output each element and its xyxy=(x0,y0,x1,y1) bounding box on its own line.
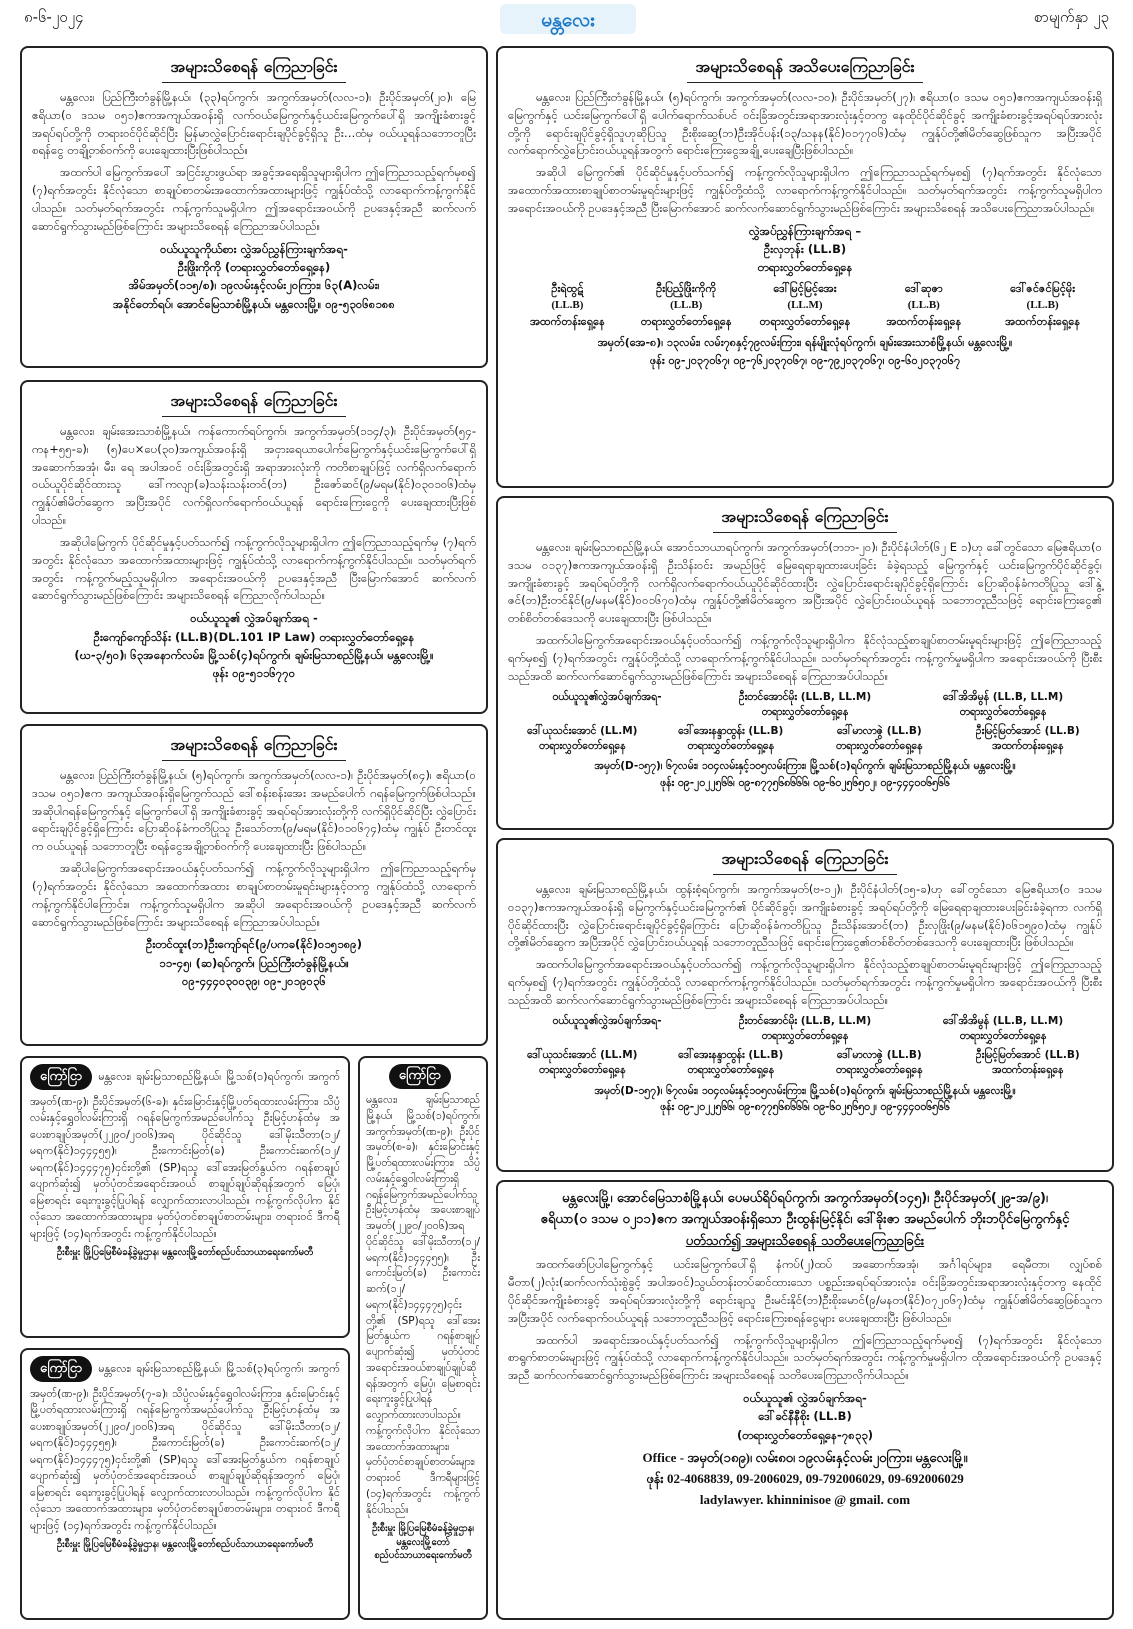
notice-2 xyxy=(20,380,488,714)
notice-3-para-2: အဆိုပါမြေကွက်အရောင်းအဝယ်နှင့်ပတ်သက်၍ ကန့်ကွက်လိုသူများရှိပါက ဤကြေညာသည့်ရက်မှ (၇)ရက်အတွင်း နိုင်လုံသော အထောက်အထား စာချုပ်စာတမ်းမူရင်းများနှင့်တကွ ကျွန်ုပ်ထံသို့ လာရောက်ကန့်ကွက်နိုင်ပါကြောင်း။ ကန့်ကွက်သူမရှိပါက အဆိုပါ အရောင်းအဝယ်ကို ဥပဒေနှင့်အညီ ဆက်လက်ဆောင်ရွက်သွားမည်ဖြစ်ကြောင်း အများသိစေရန် ကြေညာအပ်ပါသည်။ xyxy=(32,861,476,929)
notice-r1-signature: လွှဲအပ်ညွှန်ကြားချက်အရ – ဦးလှဘုန်း (LL.B) တရားလွှတ်တော်ရှေ့နေ xyxy=(748,223,862,275)
notice-r2-para-2: အထက်ပါမြေကွက်အရောင်းအဝယ်နှင့်ပတ်သက်၍ ကန့်ကွက်လိုသူများရှိပါက နိုင်လုံသည့်စာချုပ်စာတမ်းမူရင်းများဖြင့် ဤကြေညာသည့်ရက်မှစ၍ (၇)ရက်အတွင်း ကျွန်ုပ်တို့ထံသို့ လာရောက်ကန့်ကွက်နိုင်ပါသည်။ သတ်မှတ်ရက်အတွင်း ကန့်ကွက်မှုမရှိပါက အရောင်းအဝယ်ကို ပြီးစီးသည်အထိ ဆက်လက်ဆောင်ရွက်သွားမည်ဖြစ်ကြောင်း အများသိစေရန် ကြေညာအပ်ပါသည်။ xyxy=(508,633,1102,683)
ad-3-footer: ဦးစီးမှူး မြို့ပြမြေစီမံခန့်ခွဲမှုဌာန၊ မန္တလေးမြို့တော်စည်ပင်သာယာရေးကော်မတီ xyxy=(372,1523,474,1561)
lawyer-role: အထက်တန်းရှေ့နေ xyxy=(1005,314,1081,328)
notice-r2-title: အများသိစေရန် ကြေညာခြင်း xyxy=(508,506,1102,533)
ad-3-label: ကြော်ငြာ xyxy=(389,1064,451,1089)
notice-r1-para-1: မန္တလေး၊ ပြည်ကြီးတံခွန်မြို့နယ်၊ (၅)ရပ်ကွက်၊ အကွက်အမှတ်(လလ-၁၀)၊ ဦးပိုင်အမှတ်(၂၇)၊ ဧရိယာ(၀ ဒသမ ၀၅၁)ဧကအကျယ်အဝန်းရှိ မြေကွက်နှင့် ယင်းမြေကွက်ပေါ်ရှိ ပေါက်ရောက်သစ်ပင် ဝင်းခြံအတွင်းအရာအားလုံးနှင့်တကွ နေထိုင်ပိုင်ဆိုင်ခွင့် အကျိုးခံစားခွင့်အရပ်ရပ်အားလုံးတို့ကို ရောင်းချပိုင်ခွင့်ရှိသူဟုဆိုပြသူ ဦးစိုးဆွေ(ဘ)ဦးအိုင်ပန်း(၁၃/သနန(နိုင်)၀၁၇၇၀၆)ထံမှ ကျွန်ုပ်တို့၏မိတ်ဆွေဖြစ်သူက အပြီးအပိုင်လက်ရောက်လွှဲပြောင်းဝယ်ယူရန်အတွက် ရောင်းကြေးငွေအချို့ ပေးချေပြီးဖြစ်ပါသည်။ xyxy=(508,90,1102,158)
ad-3 xyxy=(358,1056,488,1620)
notice-r4-para-1: အထက်ဖော်ပြပါမြေကွက်နှင့် ယင်းမြေကွက်ပေါ်ရှိ နံကပ်(၂)ထပ် အဆောက်အအုံ၊ အင်္ဂါရပ်များ၊ ရေမီတာ၊ လျှပ်စစ်မီတာ(၂)လုံး(ဆက်လက်သုံးစွဲခွင့် အပါအဝင်)သွယ်တန်းတပ်ဆင်ထားသော ပစ္စည်းအရပ်ရပ်အားလုံး၊ ဝင်းခြံအတွင်းအရာအားလုံးနှင့်တကွ နေထိုင်ပိုင်ဆိုင်အကျိုးခံစားခွင့် အရပ်ရပ်အားလုံးတို့ကို ရောင်းချသူ ဦးမင်းနိုင်(ဘ)ဦးစိုးမောင်(၉/မနတ(နိုင်)၀၇၂၀၆၇)ထံမှ ကျွန်ုပ်၏မိတ်ဆွေဖြစ်သူက အပြီးအပိုင် လက်ရောက်ဝယ်ယူရန် သဘောတူညီသဖြင့် ရောင်းကြေးစရန်ငွေများ ပေးချေထားပြီး ဖြစ်ပါသည်။ xyxy=(508,1257,1102,1325)
notice-r2-address: အမှတ်(D-၁၅၇)၊ ၆၇လမ်း၊ ၁၀၄လမ်းနှင့်၁၀၅လမ်းကြား၊ မြို့သစ်(၁)ရပ်ကွက်၊ ချမ်းမြသာစည်မြို့နယ်၊ မန္တလေးမြို့။ xyxy=(594,760,1016,773)
page-number: စာမျက်နှာ ၂၃ xyxy=(1034,8,1109,26)
notice-r2-signatories-1: ဝယ်ယူသူ၏လွှဲအပ်ချက်အရ- ဦးတင်အောင်မိုး (LL.B, LL.M) တရားလွှတ်တော်ရှေ့နေ ဒေါ်အိအိမွန် (LL.B, LL.M) တရားလွှတ်တော်ရှေ့နေ xyxy=(552,690,1064,718)
notice-r3-para-2: အထက်ပါမြေကွက်အရောင်းအဝယ်နှင့်ပတ်သက်၍ ကန့်ကွက်လိုသူများရှိပါက နိုင်လုံသည့်စာချုပ်စာတမ်းမူရင်းများဖြင့် ဤကြေညာသည့်ရက်မှစ၍ (၇)ရက်အတွင်း ကျွန်ုပ်တို့ထံသို့ လာရောက်ကန့်ကွက်နိုင်ပါသည်။ သတ်မှတ်ရက်အတွင်း ကန့်ကွက်မှုမရှိပါက အရောင်းအဝယ်ကို ပြီးစီးသည်အထိ ဆက်လက်ဆောင်ရွက်သွားမည်ဖြစ်ကြောင်း အများသိစေရန် ကြေညာအပ်ပါသည်။ xyxy=(508,957,1102,1007)
notice-r1-para-2: အဆိုပါ မြေကွက်၏ ပိုင်ဆိုင်မှုနှင့်ပတ်သက်၍ ကန့်ကွက်လိုသူများရှိပါက ဤကြေညာသည့်ရက်မှစ၍ (၇)ရက်အတွင်း နိုင်လုံသောအထောက်အထားစာချုပ်စာတမ်းမူရင်းများဖြင့် ကျွန်ုပ်တို့ထံသို့ လာရောက်ကန့်ကွက်နိုင်ပါသည်။ သတ်မှတ်ရက်အတွင်း ကန့်ကွက်သူမရှိပါက အရောင်းအဝယ်ကို ဥပဒေနှင့်အညီ ပြီးမြောက်အောင် ဆက်လက်ဆောင်ရွက်သွားမည်ဖြစ်ကြောင်း အများသိစေရန် အသိပေးကြေညာအပ်ပါသည်။ xyxy=(508,165,1102,215)
notice-1-signature: ဝယ်ယူသူကိုယ်စား လွှဲအပ်ညွှန်ကြားချက်အရ- ဦးဖြိုးကိုကို (တရားလွှတ်တော်ရှေ့နေ) အိမ်အမှတ်(၁၁၅/စ)၊ ၁၉လမ်းနှင့်လမ်း၂၀ကြား၊ ၆၃(A)လမ်း၊ အနိုင်တော်ရပ်၊ အောင်မြေသာစံမြို့နယ်၊ မန္တလေးမြို့။ ၀၉-၅၃၀၆၈၁၈၈ xyxy=(113,241,395,311)
ad-2-footer: ဦးစီးမှူး မြို့ပြမြေစီမံခန့်ခွဲမှုဌာန၊ မန္တလေးမြို့တော်စည်ပင်သာယာရေးကော်မတီ xyxy=(56,1539,314,1550)
notice-1-para-2: အထက်ပါ မြေကွက်အပေါ် အငြင်းပွားဖွယ်ရာ အခွင့်အရေးရှိသူများရှိပါက ဤကြေညာသည့်ရက်မှစ၍ (၇)ရက်အတွင်း နိုင်လုံသော စာချုပ်စာတမ်းအထောက်အထားများဖြင့် ကျွန်ုပ်ထံသို့ လာရောက်ကန့်ကွက်နိုင်ပါသည်။ သတ်မှတ်ရက်အတွင်း ကန့်ကွက်သူမရှိပါက ဤအရောင်းအဝယ်ကို ဥပဒေနှင့်အညီ ဆက်လက်ဆောင်ရွက်သွားမည်ဖြစ်ကြောင်း အများသိစေရန် ကြေညာအပ်ပါသည်။ xyxy=(32,165,476,233)
ad-3-text: မန္တလေး၊ ချမ်းမြသာစည်မြို့နယ်၊ မြို့သစ်(၁)ရပ်ကွက်၊ အကွက်အမှတ်(ဏ-၉)၊ ဦးပိုင်အမှတ်(စ-ခ)၊ နှင်းမြောင်းနှင့်မြို့ပတ်ရထားလမ်းကြား၊ သိပ္ပံလမ်းနှင့်ရွှေဝါလမ်းကြားရှိ ဂရန်မြေကွက်အမည်ပေါက်သူ ဦးမြင့်ဟန်ထံမှ အပေးစာချုပ်အမှတ်(၂၂၉၀/၂၀၀၆)အရ ပိုင်ဆိုင်သူ ဒေါ်မိုးသီတာ(၁၂/မရက(နိုင်)၁၄၄၄၅၅)၊ ဦးကောင်းမြတ်(ခ) ဦးကောင်းဆက်(၁၂/မရက(နိုင်)၁၄၄၄၇၅)ငှင်းတို့၏ (SP)ရသူ ဒေါ်အေးမြတ်နွယ်က ဂရန်စာချုပ်ပျောက်ဆုံး၍ မှတ်ပုံတင်အရောင်းအဝယ်စာချုပ်ချုပ်ဆိုရန်အတွက် မြေပုံ၊ မြေစာရင်း ရေးကူးခွင့်ပြုပါရန် လျှောက်ထားလာပါသည်။ ကန့်ကွက်လိုပါက နိုင်လုံသောအထောက်အထားများ၊ မှတ်ပုံတင်စာချုပ်စာတမ်းများ၊ တရားဝင် ဒီကရီများဖြင့် (၁၄)ရက်အတွင်း ကန့်ကွက်နိုင်ပါသည်။ xyxy=(366,1094,480,1516)
lawyer-role: တရားလွှတ်တော်ရှေ့နေ xyxy=(759,314,851,328)
notice-r4-signature: ဝယ်ယူသူ၏ လွှဲအပ်ချက်အရ- ဒေါ်ခင်နီနီစိုး (LL.B) (တရားလွှတ်တော်ရှေ့နေ-၇၈၃၃) xyxy=(736,1391,874,1442)
notice-r1 xyxy=(496,46,1114,488)
lawyer-name: ဦးရဲထွဋ် xyxy=(551,281,584,295)
notice-r2-signatories-2: ဒေါ်ယုသင်းအောင် (LL.M) တရားလွှတ်တော်ရှေ့နေ ဒေါ်အေးနန္ဒာထွန်း (LL.B) တရားလွှတ်တော်ရှေ့နေ ဒေါ်မာလာဇွဲ (LL.B) တရားလွှတ်တော်ရှေ့နေ ဦးမြင့်မြတ်အောင် (LL.B) အထက်တန်းရှေ့နေ xyxy=(527,724,1080,753)
lawyer-name: ဒေါ်ဆုဇာ xyxy=(904,281,943,295)
logo-icon xyxy=(498,2,638,36)
notice-r3 xyxy=(496,838,1114,1172)
ad-1-label: ကြော်ငြာ xyxy=(30,1064,92,1090)
notice-r3-phone: ဖုန်း ၀၉-၂၀၂၂၅၆၆၊ ၀၉-၈၇၇၅၆၈၆၆၆၊ ၀၉-၆၀၂၅၆၅၀၂၊ ၀၉-၄၄၄၀၀၆၅၆၆ xyxy=(660,1101,950,1114)
logo-text: မန္တလေး xyxy=(541,9,595,31)
notice-r2-phone: ဖုန်း ၀၉-၂၀၂၂၅၆၆၊ ၀၉-၈၇၇၅၆၈၆၆၆၊ ၀၉-၆၀၂၅၆၅၀၂၊ ၀၉-၄၄၄၀၀၆၅၆၆ xyxy=(660,777,950,790)
page-date: ၈-၆-၂၀၂၄ xyxy=(24,8,84,26)
notice-2-para-2: အဆိုပါမြေကွက် ပိုင်ဆိုင်မှုနှင့်ပတ်သက်၍ ကန့်ကွက်လိုသူများရှိပါက ဤကြေညာသည့်ရက်မှ (၇)ရက်အတွင်း နိုင်လုံသော အထောက်အထားများဖြင့် ကျွန်ုပ်ထံသို့ လာရောက်ကန့်ကွက်နိုင်ပါသည်။ သတ်မှတ်ရက်အတွင်း ကန့်ကွက်မည့်သူမရှိပါက အရောင်းအဝယ်ကို ဥပဒေနှင့်အညီ ပြီးမြောက်အောင် ဆက်လက်ဆောင်ရွက်သွားမည်ဖြစ်ကြောင်း အများသိစေရန် ကြေညာလိုက်ပါသည်။ xyxy=(32,534,476,603)
ad-1-text: မန္တလေး၊ ချမ်းမြသာစည်မြို့နယ်၊ မြို့သစ်(၁)ရပ်ကွက်၊ အကွက်အမှတ်(ဏ-၉)၊ ဦးပိုင်အမှတ်(၆-ခ)၊ နှင်းမြောင်းနှင့်မြို့ပတ်ရထားလမ်းကြား၊ သိပ္ပံလမ်းနှင့်ရွှေဝါလမ်းကြားရှိ ဂရန်မြေကွက်အမည်ပေါက်သူ ဦးမြင့်ဟန်ထံမှ အပေးစာချုပ်အမှတ်(၂၂၉၀/၂၀၀၆)အရ ပိုင်ဆိုင်သူ ဒေါ်မိုးသီတာ(၁၂/မရက(နိုင်)၁၄၄၄၅၅)၊ ဦးကောင်းမြတ်(ခ) ဦးကောင်းဆက်(၁၂/မရက(နိုင်)၁၄၄၄၇၅)ငှင်းတို့၏ (SP)ရသူ ဒေါ်အေးမြတ်နွယ်က ဂရန်စာချုပ်ပျောက်ဆုံး၍ မှတ်ပုံတင်အရောင်းအဝယ် စာချုပ်ချုပ်ဆိုရန်အတွက် မြေပုံ၊ မြေစာရင်း ရေးကူးခွင့်ပြုပါရန် လျှောက်ထားလာပါသည်။ ကန့်ကွက်လိုပါက နိုင်လုံသော အထောက်အထားများ၊ မှတ်ပုံတင်စာချုပ်စာတမ်းများ၊ တရားဝင် ဒီကရီများဖြင့် (၁၄)ရက်အတွင်း ကန့်ကွက်နိုင်ပါသည်။ xyxy=(30,1070,340,1240)
notice-r4-title: မန္တလေးမြို့၊ အောင်မြေသာစံမြို့နယ်၊ ပေမယ်ရိပ်ရပ်ကွက်၊ အကွက်အမှတ်(၁၄၅)၊ ဦးပိုင်အမှတ်(၂၉-အ/၉)၊ ဧရိယာ(၀ ဒသမ ၀၂၁၁)ဧက အကျယ်အဝန်းရှိသော ဦးထွန်းမြင့်နိုင်၊ ဒေါ်ခိုးဇာ အမည်ပေါက် ဘိုးဘပိုင်မြေကွက်နှင့် ပတ်သက်၍ အများသိစေရန် သတိပေးကြေညာခြင်း xyxy=(540,1191,1070,1249)
ad-1 xyxy=(20,1056,350,1338)
lawyer-role: တရားလွှတ်တော်ရှေ့နေ xyxy=(640,314,732,328)
notice-2-para-1: မန္တလေး၊ ချမ်းအေးသာစံမြို့နယ်၊ ကန်ကောက်ရပ်ကွက်၊ အကွက်အမှတ်(၁၁၄/၃)၊ ဦးပိုင်အမှတ်(၅၄-ကန+၅၅-ခ)၊ (၅)ပေ×ပေ(၃၀)အကျယ်အဝန်းရှိ အငှားရေယာပေါက်မြေကွက်နှင့်ယင်းမြေကွက်ပေါ်ရှိ အဆောက်အအုံ၊ မီး၊ ရေ အပါအဝင် ဝင်းခြံအတွင်းရှိ အရာအားလုံးကို ကတိစာချုပ်ဖြင့် လက်ရှိလက်ရောက်ဝယ်ယူပိုင်ဆိုင်ထားသူ ဒေါ်ကလျာ(ခ)သန်းသန်းတင်(ဘ) ဦးဇော်ဆင်(၉/မရမ(နိုင်)၀၃၀၁၀၆)ထံမှ ကျွန်ုပ်၏မိတ်ဆွေက အပြီးအပိုင် လက်ရှိလက်ရောက်ဝယ်ယူရန် ရောင်းကြေးငွေကို ပေးချေထားပြီးဖြစ်ပါသည်။ xyxy=(32,424,476,528)
lawyer-degree: (LL.B) xyxy=(670,299,703,312)
notice-r3-signatories-2: ဒေါ်ယုသင်းအောင် (LL.M) တရားလွှတ်တော်ရှေ့နေ ဒေါ်အေးနန္ဒာထွန်း (LL.B) တရားလွှတ်တော်ရှေ့နေ ဒေါ်မာလာဇွဲ (LL.B) တရားလွှတ်တော်ရှေ့နေ ဦးမြင့်မြတ်အောင် (LL.B) အထက်တန်းရှေ့နေ xyxy=(527,1049,1080,1077)
lawyer-name: ဒေါ်ဇင်ဇင်မြင့်မိုး xyxy=(1010,281,1076,295)
lawyer-name: ဒေါ်မြင့်မြင့်အေး xyxy=(773,281,837,295)
notice-r4-phone: ဖုန်း 02-4068839, 09-2006029, 09-792006029, 09-692006029 xyxy=(646,1470,964,1486)
ad-2-label: ကြော်ငြာ xyxy=(30,1356,92,1382)
notice-1-title: အများသိစေရန် ကြေညာခြင်း xyxy=(32,56,476,83)
notice-2-title: အများသိစေရန် ကြေညာခြင်း xyxy=(32,390,476,417)
notice-1-para-1: မန္တလေး၊ ပြည်ကြီးတံခွန်မြို့နယ်၊ (၃၃)ရပ်ကွက်၊ အကွက်အမှတ်(လလ-၁)၊ ဦးပိုင်အမှတ်(၂၀)၊ မြေဧရိယာ(၀ ဒသမ ၀၅၁)ဧကအကျယ်အဝန်းရှိ လက်ဝယ်မြေကွက်နှင့်ယင်းမြေကွက်ပေါ်ရှိ အကျိုးခံစားခွင့်အရပ်ရပ်တို့ကို တရားဝင်ပိုင်ဆိုင်ပြီး မြန်မာလွှဲပြောင်းရောင်းချပိုင်ခွင့်ရှိသူ ဦး…ထံမှ ဝယ်ယူရန်သဘောတူပြီး စရန်ငွေ တချို့တစ်ဝက်ကို ပေးချေထားပြီးဖြစ်ပါသည်။ xyxy=(32,90,476,158)
ad-2-text: မန္တလေး၊ ချမ်းမြသာစည်မြို့နယ်၊ မြို့သစ်(၃)ရပ်ကွက်၊ အကွက်အမှတ်(ဏ-၉)၊ ဦးပိုင်အမှတ်(၇-ခ)၊ သိပ္ပံလမ်းနှင့်ရွှေဝါလမ်းကြား၊ နှင်းမြောင်းနှင့်မြို့ပတ်ရထားလမ်းကြားရှိ ဂရန်မြေကွက်အမည်ပေါက်သူ ဦးမြင့်ဟန်ထံမှ အပေးစာချုပ်အမှတ်(၂၂၉၀/၂၀၀၆)အရ ပိုင်ဆိုင်သူ ဒေါ်မိုးသီတာ(၁၂/မရက(နိုင်)၁၄၄၄၅၅)၊ ဦးကောင်းမြတ်(ခ) ဦးကောင်းဆက်(၁၂/မရက(နိုင်)၁၄၄၄၇၅)ငှင်းတို့၏ (SP)ရသူ ဒေါ်အေးမြတ်နွယ်က ဂရန်စာချုပ်ပျောက်ဆုံး၍ မှတ်ပုံတင်အရောင်းအဝယ် စာချုပ်ချုပ်ဆိုရန်အတွက် မြေပုံ၊ မြေစာရင်း ရေးကူးခွင့်ပြုပါရန် လျှောက်ထားလာပါသည်။ ကန့်ကွက်လိုပါက နိုင်လုံသော အထောက်အထားများ၊ မှတ်ပုံတင်စာချုပ်စာတမ်းများ၊ တရားဝင် ဒီကရီများဖြင့် (၁၄)ရက်အတွင်း ကန့်ကွက်နိုင်ပါသည်။ xyxy=(30,1362,340,1532)
lawyer-degree: (LL.B) xyxy=(1026,299,1059,312)
lawyer-degree: (LL.B) xyxy=(551,299,584,312)
ad-2 xyxy=(20,1348,350,1620)
notice-r4-email: ladylawyer. khinninisoe @ gmail. com xyxy=(699,1491,911,1507)
lawyer-role: အထက်တန်းရှေ့နေ xyxy=(529,314,605,328)
lawyer-degree: (LL.M) xyxy=(787,299,823,312)
notice-r3-address: အမှတ်(D-၁၅၇)၊ ၆၇လမ်း၊ ၁၀၄လမ်းနှင့်၁၀၅လမ်းကြား၊ မြို့သစ်(၁)ရပ်ကွက်၊ ချမ်းမြသာစည်မြို့နယ်၊ မန္တလေးမြို့။ xyxy=(594,1084,1016,1097)
notice-r1-title: အများသိစေရန် အသိပေးကြေညာခြင်း xyxy=(508,56,1102,83)
notice-3-title: အများသိစေရန် ကြေညာခြင်း xyxy=(32,734,476,761)
lawyer-role: အထက်တန်းရှေ့နေ xyxy=(886,314,962,328)
notice-r1-phone: ဖုန်း ၀၉-၂၀၃၇၀၆၇၊ ၀၉-၇၆၂၀၃၇၀၆၇၊ ၀၉-၇၉၂၀၃၇၀၆၇၊ ၀၉-၆၀၂၀၃၇၀၆၇ xyxy=(649,353,961,367)
notice-3-signature: ဦးတင်ထူး(ဘ)ဦးကျော်ရင်(၉/ပကခ(နိုင်)၀၁၅၁၈၉) ၁၁-၄၅၊ (ဆ)ရပ်ကွက်၊ ပြည်ကြီးတံခွန်မြို့နယ်။ ၀၉-၄၄၄၀၃၀၀၃၉၊ ၀၉-၂၀၁၉၀၃၆ xyxy=(145,937,363,989)
notice-r1-address: အမှတ်(အေ-၈)၊ ၁၃လမ်း၊ လမ်း၇၈နှင့်၇၉လမ်းကြား၊ ရန်မျိုးလုံရပ်ကွက်၊ ချမ်းအေးသာစံမြို့နယ်၊ မန္တလေးမြို့။ xyxy=(597,336,1013,350)
notice-r3-signatories-1: ဝယ်ယူသူ၏လွှဲအပ်ချက်အရ- ဦးတင်အောင်မိုး (LL.B, LL.M) တရားလွှတ်တော်ရှေ့နေ ဒေါ်အိအိမွန် (LL.B, LL.M) တရားလွှတ်တော်ရှေ့နေ xyxy=(552,1014,1064,1042)
notice-r3-title: အများသိစေရန် ကြေညာခြင်း xyxy=(508,848,1102,875)
notice-r4-office: Office - အမှတ်(၁၈၉)၊ လမ်း၈၀၊ ၁၉လမ်းနှင့်လမ်း၂၀ကြား၊ မန္တလေးမြို့။ xyxy=(642,1450,968,1466)
notice-1 xyxy=(20,46,488,368)
notice-r2 xyxy=(496,496,1114,830)
lawyer-name: ဦးပြည့်ဖြိုးကိုကို xyxy=(656,281,717,295)
notice-3 xyxy=(20,724,488,1046)
page-header xyxy=(0,0,1133,40)
ad-1-footer: ဦးစီးမှူး မြို့ပြမြေစီမံခန့်ခွဲမှုဌာန၊ မန္တလေးမြို့တော်စည်ပင်သာယာရေးကော်မတီ xyxy=(56,1247,314,1258)
notice-2-signature: ဝယ်ယူသူ၏ လွှဲအပ်ချက်အရ - ဦးကျော်ကျော်သိန်း (LL.B)(DL.101 IP Law) တရားလွှတ်တော်ရှေ့နေ (ဃ-၃/၅၀)၊ ၆၃အနောက်လမ်း၊ မြို့သစ်(၄)ရပ်ကွက်၊ ချမ်းမြသာစည်မြို့နယ်၊ မန္တလေးမြို့။ ဖုန်း ၀၉-၅၁၁၆၇၇၀ xyxy=(74,611,434,681)
lawyer-list xyxy=(508,281,1102,331)
notice-3-para-1: မန္တလေး၊ ပြည်ကြီးတံခွန်မြို့နယ်၊ (၅)ရပ်ကွက်၊ အကွက်အမှတ်(လလ-၁)၊ ဦးပိုင်အမှတ်(၈၄)၊ ဧရိယာ(၀ ဒသမ ၀၅၁)ဧက အကျယ်အဝန်းရှိမြေကွက်သည် ဒေါ်စန်းစန်းအေး အမည်ပေါက် ဂရန်မြေကွက်ဖြစ်ပါသည်။ အဆိုပါဂရန်မြေကွက်နှင့် မြေကွက်ပေါ်ရှိ အကျိုးခံစားခွင့် အရပ်ရပ်အားလုံးတို့ကို လက်ရှိပိုင်ဆိုင်ပြီး လွှဲပြောင်းရောင်းချပိုင်ခွင့်ရှိကြောင်း ပြောဆိုဝန်ခံကတိပြုသူ ဦးသော်တာ(၉/မရမ(နိုင်)၀၁၀၆၇၄)ထံမှ ကျွန်ုပ် ဦးတင်ထူး က ဝယ်ယူရန် သဘောတူပြီး စရန်ငွေအချို့တစ်ဝက်ကို ပေးချေထားပြီး ဖြစ်ပါသည်။ xyxy=(32,768,476,854)
notice-r4-para-2: အထက်ပါ အရောင်းအဝယ်နှင့်ပတ်သက်၍ ကန့်ကွက်လိုသူများရှိပါက ဤကြေညာသည့်ရက်မှစ၍ (၇)ရက်အတွင်း နိုင်လုံသော စာရွက်စာတမ်းများဖြင့် ကျွန်ုပ်ထံသို့ လာရောက်ကန့်ကွက်နိုင်ပါသည်။ သတ်မှတ်ရက်အတွင်း ကန့်ကွက်မှုမရှိပါက ထိုအရောင်းအဝယ်ကို ဥပဒေနှင့်အညီ ဆက်လက်ဆောင်ရွက်သွားမည်ဖြစ်ကြောင်း အများသိစေရန် သတိပေးကြေညာလိုက်ပါသည်။ xyxy=(508,1332,1102,1383)
notice-r2-para-1: မန္တလေး၊ ချမ်းမြသာစည်မြို့နယ်၊ အောင်သာယာရပ်ကွက်၊ အကွက်အမှတ်(ဘဘ-၂၀)၊ ဦးပိုင်နံပါတ်(၆၂ E ၁)ဟု ခေါ်တွင်သော မြေဧရိယာ(၀ ဒသမ ၀၁၃၇)ဧကအကျယ်အဝန်းရှိ ဦးသိန်းဝင်း အမည်ဖြင့် မြေရေရာချထားပေးခြင်း ခံခဲ့ရသည့် မြေကွက်နှင့် ယင်းမြေကွက်ပိုင်ဆိုင်ခွင့်၊ အကျိုးခံစားခွင့် အရပ်ရပ်တို့ကို လက်ရှိလက်ရောက်ဝယ်ယူပိုင်ဆိုင်ထားပြီး လွှဲပြောင်းရောင်းချပိုင်ခွင့်ရှိကြောင်း ပြောဆိုဝန်ခံကတိပြုသူ ဒေါ်နွဲ့ဇင်(ဘ)ဦးတင်နိုင်(၉/မနမ(နိုင်)၀၀၁၆၇၀)ထံမှ ကျွန်ုပ်တို့၏မိတ်ဆွေက အပြီးအပိုင် လွှဲပြောင်းဝယ်ယူရန် သဘောတူညီသဖြင့် ရောင်းကြေးငွေ၏ တစ်စိတ်တစ်ဒေသကို ပေးချေထားပြီး ဖြစ်ပါသည်။ xyxy=(508,540,1102,626)
newspaper-logo xyxy=(498,2,638,36)
lawyer-degree: (LL.B) xyxy=(907,299,940,312)
notice-r4 xyxy=(496,1180,1114,1620)
notice-r3-para-1: မန္တလေး၊ ချမ်းမြသာစည်မြို့နယ်၊ ထွန်းစံ့ရပ်ကွက်၊ အကွက်အမှတ်(ဗ-၁၂)၊ ဦးပိုင်နံပါတ်(၁၅-ခ)ဟု ခေါ်တွင်သော မြေဧရိယာ(၀ ဒသမ ၀၁၃၇)ဧကအကျယ်အဝန်းရှိ မြေကွက်နှင့်ယင်းမြေကွက်၏ ပိုင်ဆိုင်ခွင့်၊ အကျိုးခံစားခွင့် အရပ်ရပ်တို့ကို မြေရေရာချထားပေးခြင်းခံခဲ့ရကာ လက်ရှိပိုင်ဆိုင်ထားပြီး လွှဲပြောင်းရောင်းချပိုင်ခွင့်ရှိကြောင်း ပြောဆိုဝန်ခံကတိပြုသူ ဦးသိန်းအောင်(ဘ) ဦးလှဖြိုး(၉/မနမ(နိုင်)၀၆၁၅၉၀)ထံမှ ကျွန်ုပ်တို့၏မိတ်ဆွေက အပြီးအပိုင် လွှဲပြောင်းဝယ်ယူရန် သဘောတူညီသဖြင့် ရောင်းကြေးငွေ၏တစ်စိတ်တစ်ဒေသကို ပေးချေထားပြီး ဖြစ်ပါသည်။ xyxy=(508,882,1102,950)
